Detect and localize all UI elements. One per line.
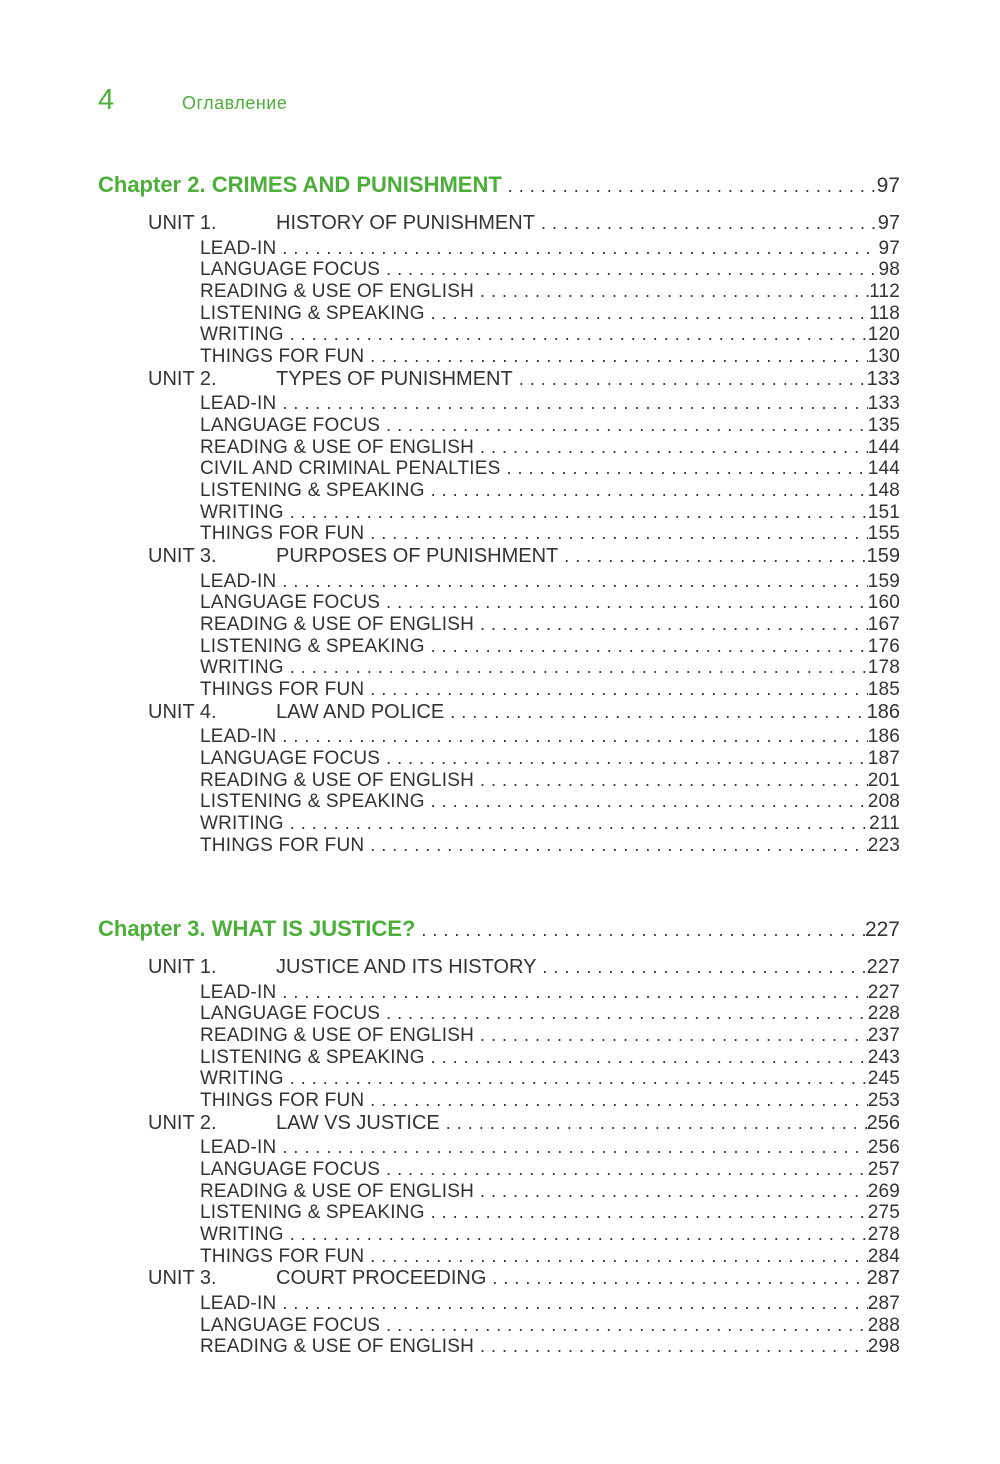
unit-label <box>148 956 536 979</box>
dot-leader <box>364 1090 867 1111</box>
item-page: 167 <box>867 614 900 635</box>
dot-leader <box>276 393 867 414</box>
item-page: 160 <box>867 592 900 614</box>
dot-leader <box>380 748 868 769</box>
item-label: LANGUAGE FOCUS <box>200 1314 381 1336</box>
item-label: LANGUAGE FOCUS <box>200 748 381 769</box>
toc-item[interactable] <box>200 1137 900 1159</box>
dot-leader <box>276 1137 867 1158</box>
dot-leader <box>364 679 867 700</box>
item-label: READING & USE OF ENGLISH <box>200 1024 475 1046</box>
toc-item[interactable] <box>200 813 900 835</box>
toc-item[interactable] <box>200 636 900 658</box>
item-label: THINGS FOR FUN <box>200 1245 365 1267</box>
dot-leader <box>474 437 868 458</box>
item-label: LANGUAGE FOCUS <box>200 1158 381 1180</box>
dot-leader <box>474 614 868 635</box>
item-page: 298 <box>867 1336 900 1358</box>
unit-page: 186 <box>866 700 900 723</box>
item-page: 237 <box>867 1024 900 1046</box>
item-label: THINGS FOR FUN <box>200 834 365 856</box>
unit-label <box>148 1112 440 1135</box>
toc-unit[interactable] <box>148 1112 900 1135</box>
item-label: LEAD-IN <box>200 237 277 259</box>
item-page: 97 <box>878 237 900 259</box>
item-label: LANGUAGE FOCUS <box>200 259 381 281</box>
item-label: LEAD-IN <box>200 393 277 415</box>
item-page: 144 <box>867 458 900 480</box>
unit-page: 133 <box>866 367 900 390</box>
dot-leader <box>284 502 868 523</box>
toc-item[interactable] <box>200 1068 900 1090</box>
dot-leader <box>474 281 869 302</box>
item-label: LISTENING & SPEAKING <box>200 1046 425 1068</box>
item-label: LEAD-IN <box>200 1137 277 1159</box>
unit-page: 287 <box>866 1267 900 1290</box>
dot-leader <box>380 1315 868 1336</box>
unit-number: UNIT 2. <box>148 1111 217 1134</box>
toc-item[interactable] <box>200 259 900 281</box>
toc-item[interactable] <box>200 324 900 346</box>
toc-unit[interactable] <box>148 545 900 568</box>
toc-item[interactable] <box>200 1159 900 1181</box>
dot-leader <box>284 813 869 834</box>
toc-unit[interactable] <box>148 1267 900 1290</box>
toc-item[interactable] <box>200 502 900 524</box>
toc-item[interactable] <box>200 1047 900 1069</box>
item-label: READING & USE OF ENGLISH <box>200 1336 475 1358</box>
item-label: THINGS FOR FUN <box>200 523 365 545</box>
item-label: READING & USE OF ENGLISH <box>200 280 475 302</box>
item-label: READING & USE OF ENGLISH <box>200 769 475 791</box>
chapter-page: 97 <box>876 174 900 197</box>
item-page: 130 <box>867 346 900 367</box>
item-page: 257 <box>867 1158 900 1180</box>
item-label: LANGUAGE FOCUS <box>200 1003 381 1025</box>
item-page: 284 <box>867 1245 900 1267</box>
dot-leader <box>364 1246 867 1267</box>
unit-number: UNIT 1. <box>148 956 217 978</box>
toc-unit[interactable] <box>148 956 900 979</box>
item-label: WRITING <box>200 657 284 679</box>
toc-item[interactable] <box>200 571 900 593</box>
item-label: LANGUAGE FOCUS <box>200 414 381 436</box>
item-page: 269 <box>867 1180 900 1202</box>
item-label: LISTENING & SPEAKING <box>200 1202 425 1224</box>
toc-item[interactable] <box>200 657 900 679</box>
toc-chapter[interactable] <box>98 916 900 942</box>
unit-title: TYPES OF PUNISHMENT <box>276 367 513 390</box>
unit-title: PURPOSES OF PUNISHMENT <box>276 545 559 568</box>
unit-label <box>148 545 558 568</box>
dot-leader <box>502 176 877 197</box>
item-label: WRITING <box>200 813 284 835</box>
running-head <box>98 84 287 120</box>
toc-item[interactable] <box>200 791 900 813</box>
dot-leader <box>276 571 867 592</box>
dot-leader <box>364 346 867 367</box>
dot-leader <box>284 657 868 678</box>
toc-item[interactable] <box>200 1181 900 1203</box>
item-page: 185 <box>867 679 900 701</box>
unit-title: LAW AND POLICE <box>276 700 445 723</box>
dot-leader <box>276 726 867 747</box>
item-label: LEAD-IN <box>200 570 277 592</box>
item-page: 133 <box>867 393 900 415</box>
chapter-title: Chapter 3. WHAT IS JUSTICE? <box>98 916 416 941</box>
unit-number: UNIT 3. <box>148 545 217 568</box>
dot-leader <box>486 1268 866 1289</box>
dot-leader <box>380 259 878 280</box>
dot-leader <box>284 1068 868 1089</box>
dot-leader <box>425 791 868 812</box>
item-page: 186 <box>867 726 900 748</box>
unit-label <box>148 1267 486 1290</box>
dot-leader <box>380 1159 868 1180</box>
toc-item[interactable] <box>200 281 900 303</box>
section-title: Оглавление <box>182 93 288 113</box>
dot-leader <box>444 702 866 723</box>
toc-item[interactable] <box>200 1090 900 1112</box>
item-page: 253 <box>867 1090 900 1111</box>
dot-leader <box>513 369 867 390</box>
item-label: READING & USE OF ENGLISH <box>200 614 475 635</box>
toc-item[interactable] <box>200 303 900 325</box>
toc-item[interactable] <box>200 592 900 614</box>
dot-leader <box>425 636 868 657</box>
dot-leader <box>284 1224 868 1245</box>
dot-leader <box>415 920 865 941</box>
toc-item[interactable] <box>200 679 900 701</box>
item-label: LEAD-IN <box>200 726 277 748</box>
dot-leader <box>425 1202 868 1223</box>
item-page: 135 <box>867 414 900 436</box>
toc-item[interactable] <box>200 480 900 502</box>
toc-chapter[interactable] <box>98 172 900 198</box>
dot-leader <box>558 546 866 567</box>
dot-leader <box>474 1181 868 1202</box>
item-page: 278 <box>867 1224 900 1245</box>
item-page: 288 <box>867 1314 900 1336</box>
unit-page: 97 <box>877 212 900 234</box>
item-page: 245 <box>867 1068 900 1090</box>
item-page: 112 <box>869 280 900 302</box>
unit-page: 256 <box>866 1111 900 1134</box>
toc-item[interactable] <box>200 346 900 368</box>
unit-label <box>148 212 535 235</box>
unit-number: UNIT 1. <box>148 212 217 234</box>
dot-leader <box>380 1003 868 1024</box>
item-page: 155 <box>867 523 900 545</box>
page-number: 4 <box>98 84 115 116</box>
dot-leader <box>364 835 867 856</box>
toc-item[interactable] <box>200 523 900 545</box>
item-label: LISTENING & SPEAKING <box>200 791 425 813</box>
item-page: 208 <box>867 791 900 813</box>
toc-unit[interactable] <box>148 368 900 391</box>
dot-leader <box>501 458 868 479</box>
item-page: 275 <box>867 1202 900 1224</box>
toc-item[interactable] <box>200 726 900 748</box>
toc-item[interactable] <box>200 770 900 792</box>
dot-leader <box>474 1025 868 1046</box>
item-label: THINGS FOR FUN <box>200 346 365 367</box>
item-label: WRITING <box>200 1224 284 1245</box>
item-label: WRITING <box>200 1068 284 1090</box>
item-label: LISTENING & SPEAKING <box>200 480 425 501</box>
toc-item[interactable] <box>200 1246 900 1268</box>
item-label: CIVIL AND CRIMINAL PENALTIES <box>200 458 501 480</box>
item-page: 228 <box>867 1003 900 1025</box>
toc-item[interactable] <box>200 238 900 260</box>
toc-item[interactable] <box>200 982 900 1004</box>
item-label: LANGUAGE FOCUS <box>200 592 381 614</box>
item-label: LEAD-IN <box>200 1292 277 1314</box>
item-page: 151 <box>867 501 900 523</box>
item-page: 187 <box>867 748 900 769</box>
item-label: READING & USE OF ENGLISH <box>200 1180 475 1202</box>
item-page: 223 <box>867 834 900 856</box>
dot-leader <box>425 480 868 501</box>
unit-page: 159 <box>866 545 900 568</box>
item-page: 176 <box>867 635 900 657</box>
item-page: 287 <box>867 1292 900 1314</box>
toc-item[interactable] <box>200 1025 900 1047</box>
toc-unit[interactable] <box>148 701 900 724</box>
item-page: 120 <box>867 324 900 346</box>
dot-leader <box>474 1336 868 1357</box>
item-page: 178 <box>867 657 900 679</box>
toc-item[interactable] <box>200 1224 900 1246</box>
item-page: 211 <box>869 813 900 835</box>
item-label: LEAD-IN <box>200 981 277 1003</box>
item-label: LISTENING & SPEAKING <box>200 635 425 657</box>
chapter-title: Chapter 2. CRIMES AND PUNISHMENT <box>98 172 502 197</box>
unit-page: 227 <box>866 956 900 978</box>
dot-leader <box>474 770 868 791</box>
toc-item[interactable] <box>200 415 900 437</box>
unit-number: UNIT 3. <box>148 1267 217 1290</box>
unit-number: UNIT 2. <box>148 367 217 390</box>
dot-leader <box>440 1113 867 1134</box>
item-label: THINGS FOR FUN <box>200 679 365 701</box>
unit-title: LAW VS JUSTICE <box>276 1111 440 1134</box>
item-page: 201 <box>867 769 900 791</box>
chapter-page: 227 <box>864 918 900 941</box>
toc-item[interactable] <box>200 748 900 770</box>
item-page: 98 <box>878 259 900 281</box>
toc-item[interactable] <box>200 393 900 415</box>
dot-leader <box>380 415 868 436</box>
toc-unit[interactable] <box>148 212 900 235</box>
unit-title: COURT PROCEEDING <box>276 1267 487 1290</box>
item-label: THINGS FOR FUN <box>200 1090 365 1111</box>
dot-leader <box>425 303 869 324</box>
dot-leader <box>276 238 878 259</box>
item-label: READING & USE OF ENGLISH <box>200 436 475 458</box>
dot-leader <box>284 324 868 345</box>
toc-item[interactable] <box>200 1202 900 1224</box>
toc-item[interactable] <box>200 1315 900 1337</box>
dot-leader <box>380 592 868 613</box>
toc-item[interactable] <box>200 1336 900 1358</box>
item-page: 256 <box>867 1137 900 1159</box>
item-page: 227 <box>867 981 900 1003</box>
dot-leader <box>535 213 878 234</box>
toc-item[interactable] <box>200 1293 900 1315</box>
unit-label <box>148 368 513 391</box>
item-page: 159 <box>867 570 900 592</box>
item-page: 118 <box>869 302 900 324</box>
dot-leader <box>364 523 867 544</box>
dot-leader <box>536 957 866 978</box>
unit-title: JUSTICE AND ITS HISTORY <box>276 956 537 978</box>
unit-label <box>148 701 444 724</box>
unit-number: UNIT 4. <box>148 700 217 723</box>
toc-item[interactable] <box>200 614 900 636</box>
dot-leader <box>425 1047 868 1068</box>
item-page: 144 <box>867 436 900 458</box>
unit-title: HISTORY OF PUNISHMENT <box>276 212 535 234</box>
toc-item[interactable] <box>200 835 900 857</box>
toc-item[interactable] <box>200 437 900 459</box>
item-label: WRITING <box>200 501 284 523</box>
item-label: WRITING <box>200 324 284 346</box>
item-label: LISTENING & SPEAKING <box>200 302 425 324</box>
item-page: 243 <box>867 1046 900 1068</box>
dot-leader <box>276 982 867 1003</box>
toc-item[interactable] <box>200 458 900 480</box>
item-page: 148 <box>867 480 900 501</box>
dot-leader <box>276 1293 867 1314</box>
toc-item[interactable] <box>200 1003 900 1025</box>
